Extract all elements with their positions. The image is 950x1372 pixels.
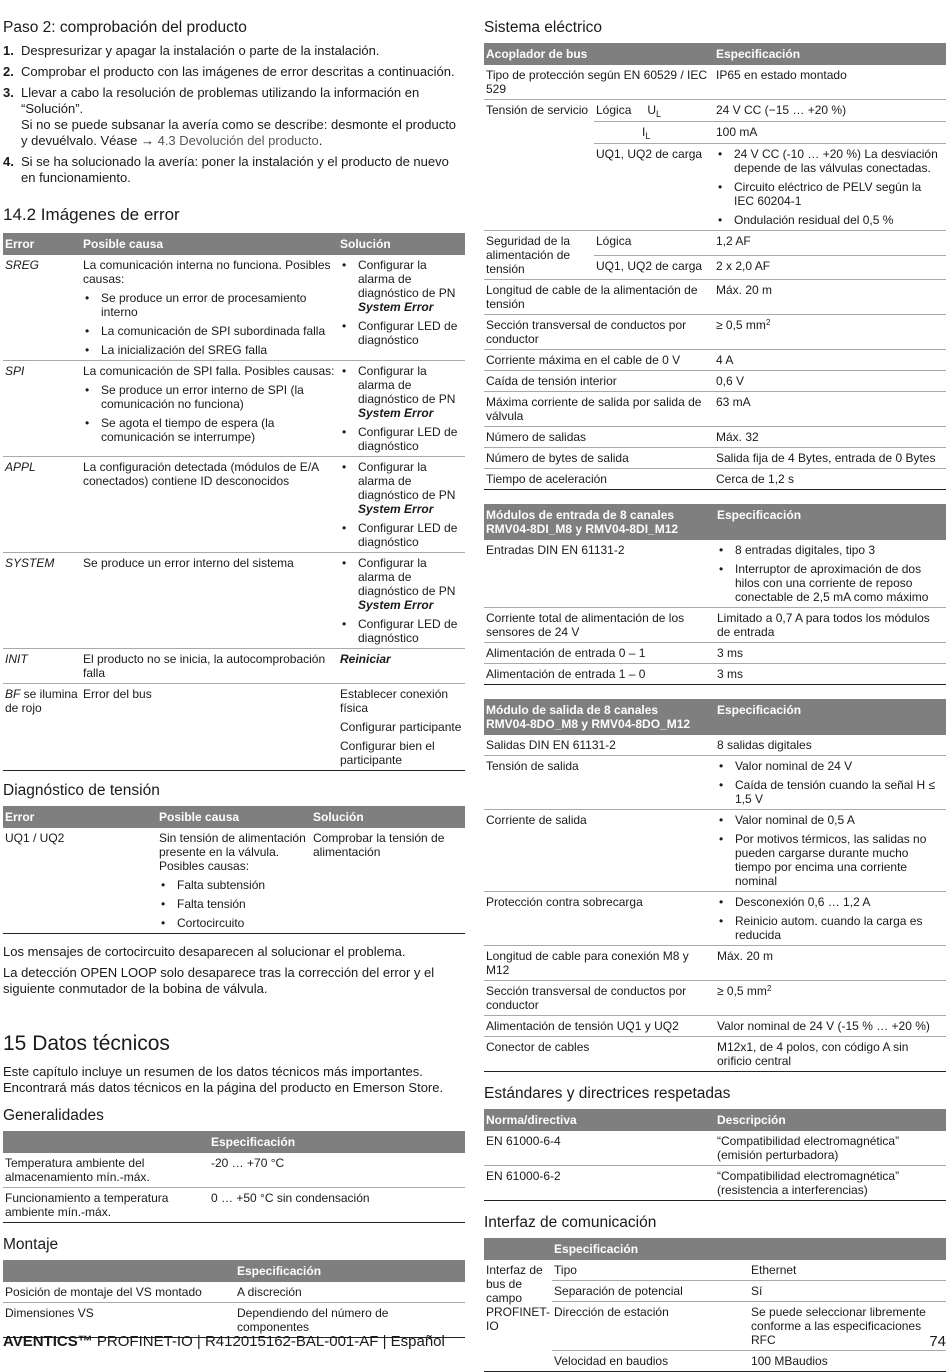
step-item: 4. Si se ha solucionado la avería: poner la instalación y el producto de nuevo en funcionamiento. bbox=[3, 154, 449, 185]
table-row: UQ1, UQ2 de carga 2 x 2,0 AF bbox=[484, 255, 946, 280]
table-row: Corriente de salida • Valor nominal de 0,5 A • Por motivos térmicos, las salidas no pueden cargarse durante mucho tiempo por encima una corriente nominal bbox=[484, 810, 946, 892]
paso2-steps bbox=[3, 43, 465, 186]
electrico-title: Sistema eléctrico bbox=[484, 19, 603, 36]
montaje-table: Especificación Posición de montaje del VS montado A discreción Dimensiones VS Dependiendo del número de componentes bbox=[3, 1260, 465, 1338]
table-row: Posición de montaje del VS montado A discreción bbox=[3, 1282, 465, 1303]
table-row: Temperatura ambiente del almacenamiento mín.-máx. -20 … +70 °C bbox=[3, 1153, 465, 1188]
table-row: Longitud de cable de la alimentación de tensión Máx. 20 m bbox=[484, 280, 946, 315]
table-row: $I_L$ 100 mA bbox=[484, 122, 946, 144]
note-cortocircuito: Los mensajes de cortocircuito desaparecen al solucionar el problema. bbox=[3, 944, 406, 959]
table-row: Protección contra sobrecarga • Desconexión 0,6 … 1,2 A • Reinicio autom. cuando la carga es reducida bbox=[484, 892, 946, 946]
header-error: Error bbox=[3, 233, 81, 255]
entrada-table: Módulos de entrada de 8 canales RMV04-8DI_M8 y RMV04-8DI_M12 Especificación Entradas DIN EN 61131-2 • 8 entradas digitales, tipo 3 • Interruptor de aproximación de dos hilos con una corriente de reposo conectable de 2,5 mA como máximo Corriente total de alimentación de los sensores de 24 V Limitado a 0,7 A para todos los módulos de entrada Alimentación de entrada 0 – 1 3 ms Alimentación de entrada 1 – 0 3 ms bbox=[484, 504, 946, 685]
table-row: Tensión de servicio Lógica $U_L$ 24 V CC (−15 … +20 %) bbox=[484, 100, 946, 122]
estandares-table: Norma/directiva Descripción EN 61000-6-4 “Compatibilidad electromagnética” (emisión perturbadora) EN 61000-6-2 “Compatibilidad electromagnética” (resistencia a interferencias) bbox=[484, 1109, 946, 1201]
table-row: Corriente total de alimentación de los sensores de 24 V Limitado a 0,7 A para todos los módulos de entrada bbox=[484, 608, 946, 643]
table-row: SYSTEM Se produce un error interno del sistema • Configurar la alarma de diagnóstico de PN System Error • Configurar LED de diagnóstico bbox=[3, 553, 465, 649]
table-row: UQ1 / UQ2 Sin tensión de alimentación presente en la válvula. Posibles causas: • Falta subtensión • Falta tensión • Cortocircuito Comprobar la tensión de alimentación bbox=[3, 828, 465, 934]
generalidades-table: Especificación Temperatura ambiente del almacenamiento mín.-máx. -20 … +70 °C Funcionamiento a temperatura ambiente mín.-máx. 0 … +50 °C sin condensación bbox=[3, 1131, 465, 1223]
interfaz-title: Interfaz de comunicación bbox=[484, 1214, 657, 1231]
page-footer bbox=[3, 1333, 946, 1351]
header-cause: Posible causa bbox=[81, 233, 338, 255]
table-row: Tipo de protección según EN 60529 / IEC 529 IP65 en estado montado bbox=[484, 65, 946, 100]
interfaz-table: Especificación Interfaz de bus de campo PROFINET-IO Tipo Ethernet Separación de potencial Sí Dirección de estación Se puede seleccionar libremente conforme a las especificaciones RFC Velocidad en baudios 100 MBaudios bbox=[484, 1238, 946, 1372]
table-row: SREG La comunicación interna no funciona. Posibles causas: • Se produce un error de procesamiento interno • La comunicación de SPI subordinada falla • La inicialización del SREG falla • Configurar la alarma de diagnóstico de PN System Error • Configurar LED de diagnóstico bbox=[3, 255, 465, 361]
table-row: Conector de cables M12x1, de 4 polos, con código A sin orificio central bbox=[486, 1040, 909, 1068]
table-row: Sección transversal de conductos por conductor ≥ 0,5 $mm^2$ bbox=[484, 981, 946, 1016]
table-row: EN 61000-6-2 “Compatibilidad electromagnética” (resistencia a interferencias) bbox=[486, 1169, 900, 1197]
table-row: Número de bytes de salida Salida fija de 4 Bytes, entrada de 0 Bytes bbox=[484, 448, 946, 469]
table-row: Dimensiones VS Dependiendo del número de componentes bbox=[5, 1306, 389, 1334]
table-row: Velocidad en baudios 100 MBaudios bbox=[554, 1354, 828, 1368]
table-row: EN 61000-6-4 “Compatibilidad electromagnética” (emisión perturbadora) bbox=[484, 1131, 946, 1166]
step-item: 2. Comprobar el producto con las imágenes de error descritas a continuación. bbox=[3, 64, 455, 79]
page-number: 74 bbox=[929, 1333, 946, 1350]
table-row: APPL La configuración detectada (módulos de E/A conectados) contiene ID desconocidos • Configurar la alarma de diagnóstico de PN System Error • Configurar LED de diagnóstico bbox=[3, 457, 465, 553]
datos-title: 15 Datos técnicos bbox=[3, 1032, 170, 1055]
table-row: Sección transversal de conductos por conductor ≥ 0,5 $mm^2$ bbox=[484, 315, 946, 350]
table-row: Seguridad de la alimentación de tensión Lógica 1,2 AF bbox=[484, 231, 946, 256]
salida-table: Módulo de salida de 8 canales RMV04-8DO_M8 y RMV04-8DO_M12 Especificación Salidas DIN EN 61131-2 8 salidas digitales Tensión de salida • Valor nominal de 24 V • Caída de tensión cuando la señal H ≤ 1,5 V Corriente de salida • Valor nominal de 0,5 A • Por motivos térmicos, las salidas no pueden cargarse durante mucho tiempo por encima una corriente nominal Protección contra sobrecarga • Desconexión 0,6 … 1,2 A • Reinicio autom. cuando la carga es reducida Longitud de cable para conexión M8 y M12 Máx. 20 m Sección transversal de conductos por conductor ≥ 0,5 $mm^2$ Alimentación de tensión UQ1 y UQ2 Valor nominal de 24 V (-15 % … +20 %) Conector de cables M12x1, de 4 polos, con código A sin orificio central bbox=[484, 699, 946, 1072]
table-row: Tensión de salida • Valor nominal de 24 V • Caída de tensión cuando la señal H ≤ 1,5 V bbox=[484, 756, 946, 810]
table-row: Dirección de estación Se puede seleccionar libremente conforme a las especificaciones RFC bbox=[484, 1302, 946, 1351]
step-item: 1. Despresurizar y apagar la instalación o parte de la instalación. bbox=[3, 43, 380, 58]
table-row: Funcionamiento a temperatura ambiente mín.-máx. 0 … +50 °C sin condensación bbox=[5, 1191, 370, 1219]
datos-intro: Este capítulo incluye un resumen de los datos técnicos más importantes. Encontrará más datos técnicos en la página del producto en Emerson Store. bbox=[3, 1064, 444, 1095]
right-column bbox=[484, 18, 946, 1372]
table-row: Alimentación de tensión UQ1 y UQ2 Valor nominal de 24 V (-15 % … +20 %) bbox=[484, 1016, 946, 1037]
table-row: BF se ilumina de rojo Error del bus Establecer conexión física Configurar participante Configurar bien el participante bbox=[5, 687, 462, 767]
electrico-table: Acoplador de bus Especificación Tipo de protección según EN 60529 / IEC 529 IP65 en estado montado Tensión de servicio Lógica $U_L$ 24 V CC (−15 … +20 %) $I_L$ 100 mA UQ1, UQ2 de carga • 24 V CC (-10 … +20 %) La desviación depende de las válvulas conectadas. • Circuito eléctrico de PELV según la IEC 60204-1 • Ondulación residual del 0,5 % Seguridad de la alimentación de tensión Lógica 1,2 AF UQ1, UQ2 de carga 2 x 2,0 AF Longitud de cable de la alimentación de tensión Máx. 20 m Sección transversal de conductos por conductor ≥ 0,5 $mm^2$ Corriente máxima en el cable de 0 V 4 A Caída de tensión interior 0,6 V Máxima corriente de salida por salida de válvula 63 mA Número de salidas Máx. 32 Número de bytes de salida Salida fija de 4 Bytes, entrada de 0 Bytes Tiempo de aceleración Cerca de 1,2 s bbox=[484, 43, 946, 490]
montaje-title: Montaje bbox=[3, 1236, 59, 1253]
note-open-loop: La detección OPEN LOOP solo desaparece tras la corrección del error y el siguiente conmutador de la bobina de válvula. bbox=[3, 965, 435, 996]
table-row: Alimentación de entrada 1 – 0 3 ms bbox=[486, 667, 744, 681]
step-item: 3. Llevar a cabo la resolución de problemas utilizando la información en “Solución”. Si no se puede subsanar la avería como se describe: desmonte el producto y devuélvalo. Véase → 4.3 Devolución del producto. bbox=[3, 85, 457, 148]
table-row: Interfaz de bus de campo PROFINET-IO Tipo Ethernet bbox=[484, 1260, 946, 1281]
table-row: SPI La comunicación de SPI falla. Posibles causas: • Se produce un error interno de SPI (la comunicación no funciona) • Se agota el tiempo de espera (la comunicación se interrumpe) • Configurar la alarma de diagnóstico de PN System Error • Configurar LED de diagnóstico bbox=[3, 361, 465, 457]
generalidades-title: Generalidades bbox=[3, 1107, 104, 1124]
left-column bbox=[3, 18, 465, 1338]
table-row: Caída de tensión interior 0,6 V bbox=[484, 371, 946, 392]
arrow-icon: → bbox=[140, 133, 154, 148]
paso2-title: Paso 2: comprobación del producto bbox=[3, 19, 247, 36]
table-row: INIT El producto no se inicia, la autocomprobación falla Reiniciar bbox=[3, 649, 465, 684]
diagnostico-table: Error Posible causa Solución UQ1 / UQ2 Sin tensión de alimentación presente en la válvula. Posibles causas: • Falta subtensión • Falta tensión • Cortocircuito Comprobar la tensión de alimentación bbox=[3, 806, 465, 934]
table-row: Número de salidas Máx. 32 bbox=[484, 427, 946, 448]
table-row: Longitud de cable para conexión M8 y M12 Máx. 20 m bbox=[484, 946, 946, 981]
table-row: UQ1, UQ2 de carga • 24 V CC (-10 … +20 %) La desviación depende de las válvulas conectadas. • Circuito eléctrico de PELV según la IEC 60204-1 • Ondulación residual del 0,5 % bbox=[484, 144, 946, 231]
table-row: Máxima corriente de salida por salida de válvula 63 mA bbox=[484, 392, 946, 427]
imagenes-title: 14.2 Imágenes de error bbox=[3, 205, 180, 224]
header-solution: Solución bbox=[338, 233, 465, 255]
table-row: Separación de potencial Sí bbox=[484, 1281, 946, 1302]
estandares-title: Estándares y directrices respetadas bbox=[484, 1085, 731, 1102]
footer-brand: AVENTICS™ bbox=[3, 1333, 93, 1350]
diagnostico-title: Diagnóstico de tensión bbox=[3, 782, 160, 799]
table-row: Salidas DIN EN 61131-2 8 salidas digitales bbox=[484, 735, 946, 756]
table-row: Tiempo de aceleración Cerca de 1,2 s bbox=[486, 472, 795, 486]
link-devolucion[interactable]: 4.3 Devolución del producto bbox=[157, 133, 319, 148]
table-row: Entradas DIN EN 61131-2 • 8 entradas digitales, tipo 3 • Interruptor de aproximación de dos hilos con una corriente de reposo conectable de 2,5 mA como máximo bbox=[484, 540, 946, 608]
table-row: Alimentación de entrada 0 – 1 3 ms bbox=[484, 643, 946, 664]
table-row: Corriente máxima en el cable de 0 V 4 A bbox=[484, 350, 946, 371]
footer-doc-info: PROFINET-IO | R412015162-BAL-001-AF | Español bbox=[92, 1333, 445, 1350]
error-table bbox=[3, 233, 465, 771]
